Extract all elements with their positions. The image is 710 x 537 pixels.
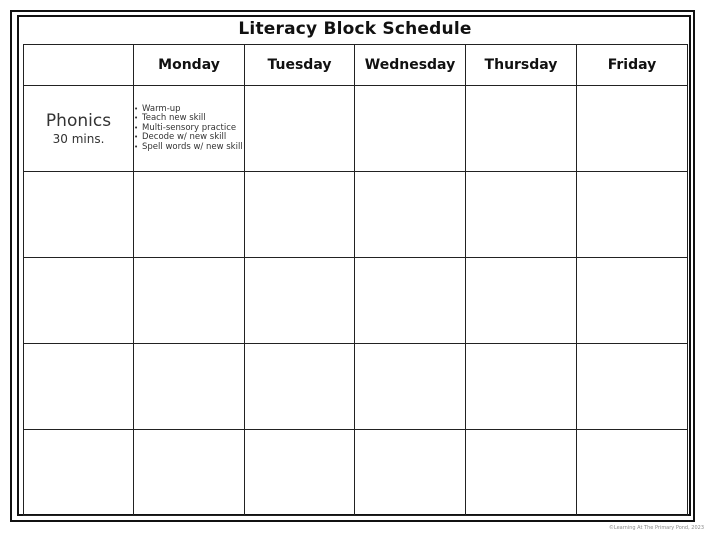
empty-cell — [355, 430, 466, 516]
empty-cell — [355, 258, 466, 344]
header-monday: Monday — [134, 45, 245, 86]
note-item: • Spell words w/ new skill — [134, 143, 244, 153]
monday-notes-cell — [134, 86, 245, 172]
note-item: • Warm-up — [134, 105, 244, 115]
header-tuesday: Tuesday — [245, 45, 355, 86]
empty-cell — [245, 258, 355, 344]
empty-cell — [577, 258, 688, 344]
header-row — [24, 45, 688, 86]
empty-cell — [577, 430, 688, 516]
empty-cell — [134, 172, 245, 258]
header-corner-cell — [24, 45, 134, 86]
empty-cell — [245, 86, 355, 172]
empty-cell — [245, 172, 355, 258]
empty-cell — [466, 86, 577, 172]
block-label-cell — [24, 86, 134, 172]
schedule-row — [24, 344, 688, 430]
page-title: Literacy Block Schedule — [238, 19, 472, 39]
empty-cell — [245, 430, 355, 516]
empty-cell — [466, 172, 577, 258]
schedule-table — [23, 44, 688, 516]
header-wednesday: Wednesday — [355, 45, 466, 86]
empty-cell — [577, 86, 688, 172]
empty-cell — [134, 430, 245, 516]
empty-cell — [355, 86, 466, 172]
block-name: Phonics — [45, 110, 112, 131]
block-label-cell — [24, 430, 134, 516]
monday-notes-list — [134, 105, 244, 153]
schedule-row — [24, 86, 688, 172]
note-item: • Teach new skill — [134, 114, 244, 124]
empty-cell — [355, 344, 466, 430]
block-label-cell — [24, 258, 134, 344]
empty-cell — [466, 258, 577, 344]
header-friday: Friday — [577, 45, 688, 86]
schedule-row — [24, 430, 688, 516]
empty-cell — [134, 258, 245, 344]
schedule-row — [24, 258, 688, 344]
empty-cell — [577, 172, 688, 258]
note-item: • Decode w/ new skill — [134, 133, 244, 143]
copyright-credit: ©Learning At The Primary Pond, 2023 — [608, 525, 704, 531]
note-item: • Multi-sensory practice — [134, 124, 244, 134]
header-thursday: Thursday — [466, 45, 577, 86]
empty-cell — [134, 344, 245, 430]
empty-cell — [466, 344, 577, 430]
empty-cell — [577, 344, 688, 430]
block-label-cell — [24, 172, 134, 258]
schedule-row — [24, 172, 688, 258]
block-duration: 30 mins. — [52, 131, 105, 146]
block-label-cell — [24, 344, 134, 430]
empty-cell — [466, 430, 577, 516]
empty-cell — [355, 172, 466, 258]
empty-cell — [245, 344, 355, 430]
